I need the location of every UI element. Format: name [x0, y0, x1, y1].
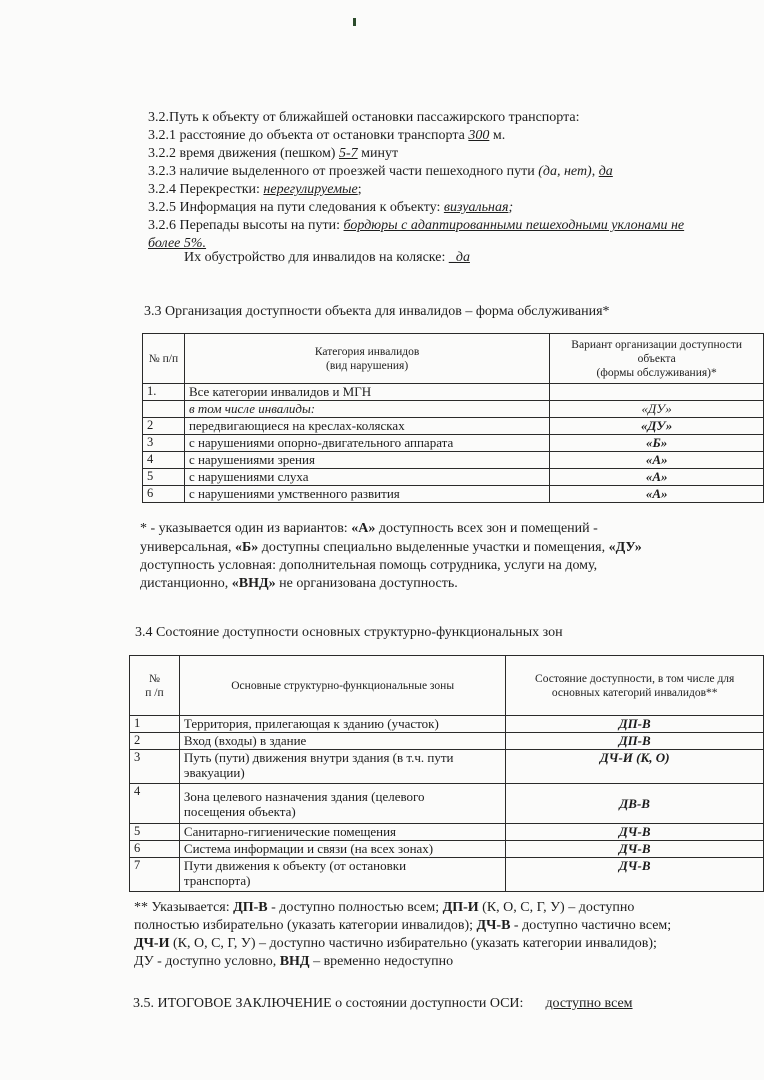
- row-number: 4: [143, 452, 185, 469]
- note-3-4-code: ДП-В: [233, 900, 268, 915]
- note-3-4-text: – временно недоступно: [309, 954, 454, 969]
- note-3-3-line3: доступность условная: дополнительная помощь сотрудника, услуги на дому,: [140, 558, 598, 573]
- note-3-3-text: доступны специально выделенные участки и помещения,: [258, 540, 609, 555]
- header-zone: Основные структурно-функциональные зоны: [179, 656, 505, 716]
- row-category: с нарушениями умственного развития: [184, 486, 549, 503]
- note-3-4-text: ДУ - доступно условно,: [134, 954, 280, 969]
- service-form-table: [142, 333, 764, 503]
- row-variant: «А»: [550, 486, 764, 503]
- item-3-2-2-value: 5-7: [338, 146, 358, 161]
- section-3-2-title: 3.2.Путь к объекту от ближайшей остановки пассажирского транспорта:: [148, 110, 580, 125]
- item-3-2-5-value: визуальная: [443, 200, 509, 215]
- header-number-line1: №: [148, 672, 160, 685]
- item-3-2-5: [148, 200, 513, 216]
- section-3-4-title: 3.4 Состояние доступности основных структурно-функциональных зон: [135, 625, 563, 640]
- item-3-2-3-options: (да, нет): [538, 164, 592, 179]
- item-3-2-2-label: 3.2.2 время движения (пешком): [148, 146, 339, 161]
- header-variant-line1: Вариант организации доступности: [571, 338, 742, 351]
- row-variant: «ДУ»: [550, 418, 764, 435]
- row-number: 3: [143, 435, 185, 452]
- row-number: 7: [130, 858, 180, 892]
- note-3-4-code: ВНД: [279, 954, 310, 969]
- row-category: с нарушениями зрения: [184, 452, 549, 469]
- table-row: [130, 733, 764, 750]
- table-row: [143, 469, 764, 486]
- note-3-4-text: (К, О, С, Г, У) – доступно частично избирательно (указать категории инвалидов);: [169, 936, 657, 951]
- wheelchair-arrangement-value: _да: [448, 250, 470, 265]
- note-3-3-code-a: «А»: [351, 521, 376, 536]
- scan-speck: [353, 18, 356, 26]
- note-3-4-code: ДЧ-И: [134, 936, 170, 951]
- header-category-line2: (вид нарушения): [326, 359, 409, 372]
- item-3-2-4-label: 3.2.4 Перекрестки:: [148, 182, 264, 197]
- note-3-4-text: (К, О, С, Г, У) – доступно: [478, 900, 635, 915]
- row-zone: Санитарно-гигиенические помещения: [179, 824, 505, 841]
- row-zone-line2: посещения объекта): [183, 803, 296, 819]
- item-3-2-1-unit: м.: [489, 128, 506, 143]
- row-number: 4: [130, 784, 180, 824]
- row-category: передвигающиеся на креслах-колясках: [184, 418, 549, 435]
- row-category: с нарушениями опорно-двигательного аппарата: [184, 435, 549, 452]
- zones-table: [129, 655, 764, 892]
- item-3-2-3-label: 3.2.3 наличие выделенного от проезжей части пешеходного пути: [148, 164, 539, 179]
- item-3-2-5-label: 3.2.5 Информация на пути следования к объекту:: [148, 200, 444, 215]
- note-3-3-code-du: «ДУ»: [608, 540, 642, 555]
- conclusion-value: доступно всем: [545, 996, 633, 1011]
- row-number: 1.: [143, 384, 185, 401]
- section-3-5: [133, 996, 633, 1012]
- header-category-line1: Категория инвалидов: [314, 345, 420, 358]
- row-variant: [550, 384, 764, 401]
- note-3-3-text: универсальная,: [140, 540, 235, 555]
- header-category: [184, 334, 549, 384]
- header-number: [130, 656, 180, 716]
- wheelchair-arrangement-label: Их обустройство для инвалидов на коляске:: [184, 250, 449, 265]
- item-3-2-4: [148, 182, 362, 198]
- row-zone: Территория, прилегающая к зданию (участок): [179, 716, 505, 733]
- row-state: ДЧ-В: [506, 824, 764, 841]
- item-3-2-1-label: 3.2.1 расстояние до объекта от остановки транспорта: [148, 128, 469, 143]
- table-row: [143, 486, 764, 503]
- header-state-line1: Состояние доступности, в том числе для: [535, 672, 735, 685]
- note-3-4-text: - доступно полностью всем;: [267, 900, 443, 915]
- row-zone: Вход (входы) в здание: [179, 733, 505, 750]
- row-zone-line2: эвакуации): [183, 765, 245, 780]
- row-zone: Система информации и связи (на всех зонах): [179, 841, 505, 858]
- item-3-2-4-value: нерегулируемые: [263, 182, 358, 197]
- note-3-4-text: ** Указывается:: [134, 900, 234, 915]
- item-3-2-3-value: да: [598, 164, 613, 179]
- note-3-3-text: * - указывается один из вариантов:: [140, 521, 352, 536]
- note-3-4-code: ДП-И: [442, 900, 479, 915]
- row-number: [143, 401, 185, 418]
- table-row: [130, 750, 764, 784]
- section-3-3-title: 3.3 Организация доступности объекта для инвалидов – форма обслуживания*: [144, 304, 610, 319]
- note-3-3-line4: [140, 576, 458, 592]
- header-variant-line2: объекта: [637, 352, 676, 365]
- row-number: 1: [130, 716, 180, 733]
- header-variant: [550, 334, 764, 384]
- header-number-line2: п /п: [145, 686, 164, 699]
- note-3-4-line2: [134, 918, 671, 934]
- row-state: ДВ-В: [506, 784, 764, 824]
- row-number: 2: [130, 733, 180, 750]
- row-number: 3: [130, 750, 180, 784]
- row-zone: [179, 784, 505, 824]
- header-state-line2: основных категорий инвалидов**: [551, 686, 718, 699]
- row-variant: «Б»: [550, 435, 764, 452]
- row-zone: [179, 858, 505, 892]
- note-3-3-text: дистанционно,: [140, 576, 232, 591]
- note-3-3-text: не организована доступность.: [275, 576, 458, 591]
- table-row: [130, 858, 764, 892]
- row-category: с нарушениями слуха: [184, 469, 549, 486]
- header-variant-line3: (формы обслуживания)*: [596, 366, 717, 379]
- row-state: ДП-В: [506, 733, 764, 750]
- item-3-2-1-value: 300: [468, 128, 490, 143]
- item-3-2-2-unit: минут: [357, 146, 399, 161]
- note-3-4-text: полностью избирательно (указать категории инвалидов);: [134, 918, 477, 933]
- row-number: 6: [130, 841, 180, 858]
- item-3-2-2: [148, 146, 398, 162]
- table-row: [130, 824, 764, 841]
- row-zone-line1: Пути движения к объекту (от остановки: [183, 858, 407, 873]
- table-row: [130, 841, 764, 858]
- item-3-2-5-punct: ;: [508, 200, 514, 215]
- note-3-4-line3: [134, 936, 657, 952]
- note-3-3-line2: [140, 540, 642, 556]
- item-3-2-6-value: бордюры с адаптированными пешеходными уклонами не: [343, 218, 685, 233]
- row-variant: «ДУ»: [550, 401, 764, 418]
- note-3-4-line1: [134, 900, 634, 916]
- row-zone: [179, 750, 505, 784]
- row-variant: «А»: [550, 469, 764, 486]
- note-3-4-line4: [134, 954, 453, 970]
- row-number: 6: [143, 486, 185, 503]
- header-state: [506, 656, 764, 716]
- row-category: в том числе инвалиды:: [184, 401, 549, 418]
- table-row: [143, 401, 764, 418]
- item-3-2-6-value-cont: более 5%.: [148, 236, 207, 251]
- service-form-header: [143, 334, 764, 384]
- row-zone-line1: Путь (пути) движения внутри здания (в т.ч. пути: [183, 750, 454, 765]
- row-zone-line1: Зона целевого назначения здания (целевого: [183, 788, 425, 804]
- table-row: [143, 435, 764, 452]
- note-3-3-text: доступность всех зон и помещений -: [375, 521, 598, 536]
- note-3-3-code-b: «Б»: [234, 540, 259, 555]
- item-3-2-1: [148, 128, 505, 144]
- row-state: ДЧ-В: [506, 841, 764, 858]
- zones-header: [130, 656, 764, 716]
- item-3-2-6: [148, 218, 684, 234]
- row-number: 2: [143, 418, 185, 435]
- note-3-3-line1: [140, 521, 598, 537]
- table-row: [143, 452, 764, 469]
- table-row: [143, 418, 764, 435]
- table-row: [130, 716, 764, 733]
- row-zone-line2: транспорта): [183, 873, 251, 888]
- row-category: Все категории инвалидов и МГН: [184, 384, 549, 401]
- item-3-2-3-separator: ,: [591, 164, 599, 179]
- table-row: [130, 784, 764, 824]
- item-3-2-4-punct: ;: [357, 182, 362, 197]
- note-3-4-code: ДЧ-В: [476, 918, 511, 933]
- item-3-2-3: [148, 164, 613, 180]
- row-number: 5: [143, 469, 185, 486]
- row-state: ДЧ-В: [506, 858, 764, 892]
- note-3-4-text: - доступно частично всем;: [510, 918, 672, 933]
- note-3-3-code-vnd: «ВНД»: [231, 576, 276, 591]
- conclusion-label: 3.5. ИТОГОВОЕ ЗАКЛЮЧЕНИЕ о состоянии доступности ОСИ:: [133, 996, 524, 1011]
- row-variant: «А»: [550, 452, 764, 469]
- table-row: [143, 384, 764, 401]
- item-3-2-6-label: 3.2.6 Перепады высоты на пути:: [148, 218, 344, 233]
- wheelchair-arrangement: [184, 250, 470, 266]
- header-number: № п/п: [143, 334, 185, 384]
- row-number: 5: [130, 824, 180, 841]
- row-state: ДП-В: [506, 716, 764, 733]
- row-state: ДЧ-И (К, О): [506, 750, 764, 784]
